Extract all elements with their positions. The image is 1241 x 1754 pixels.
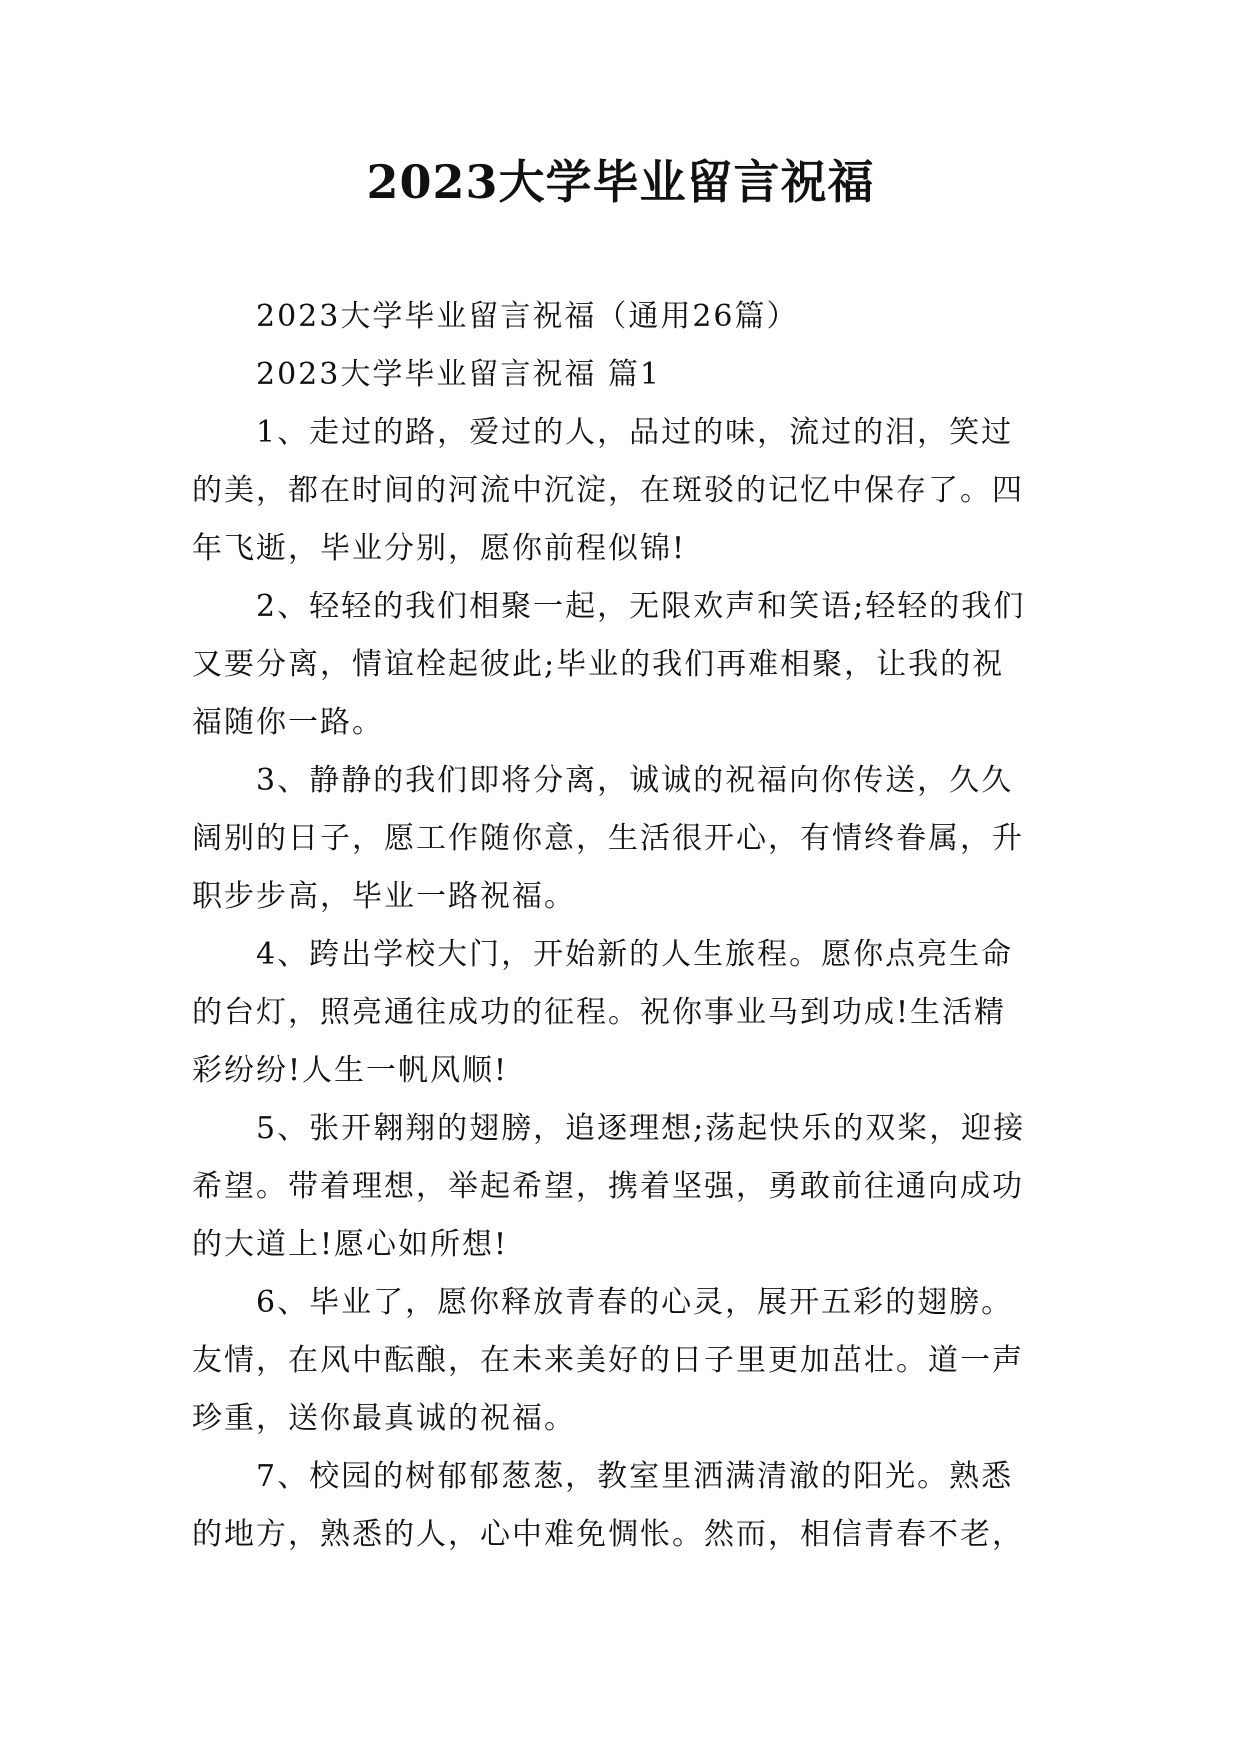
paragraph-1-line-2: 的美，都在时间的河流中沉淀，在斑驳的记忆中保存了。四 bbox=[192, 473, 1024, 508]
paragraph-4-line-3: 彩纷纷!人生一帆风顺! bbox=[192, 1053, 509, 1088]
paragraph-1-line-1: 1、走过的路，爱过的人，品过的味，流过的泪，笑过 bbox=[256, 415, 1014, 450]
paragraph-4-line-2: 的台灯，照亮通往成功的征程。祝你事业马到功成!生活精 bbox=[192, 995, 1007, 1030]
paragraph-3-line-1: 3、静静的我们即将分离，诚诚的祝福向你传送，久久 bbox=[256, 763, 1014, 798]
subtitle-line: 2023大学毕业留言祝福（通用26篇） bbox=[256, 299, 799, 334]
paragraph-6-line-3: 珍重，送你最真诚的祝福。 bbox=[192, 1401, 576, 1436]
paragraph-3-line-2: 阔别的日子，愿工作随你意，生活很开心，有情终眷属，升 bbox=[192, 821, 1024, 856]
paragraph-6-line-2: 友情，在风中酝酿，在未来美好的日子里更加茁壮。道一声 bbox=[192, 1343, 1024, 1378]
document-body bbox=[192, 288, 1054, 1564]
paragraph-3-line-3: 职步步高，毕业一路祝福。 bbox=[192, 879, 576, 914]
paragraph-2-line-3: 福随你一路。 bbox=[192, 705, 384, 740]
paragraph-2-line-2: 又要分离，情谊栓起彼此;毕业的我们再难相聚，让我的祝 bbox=[192, 647, 1005, 682]
paragraph-5-line-3: 的大道上!愿心如所想! bbox=[192, 1227, 509, 1262]
paragraph-7-line-2: 的地方，熟悉的人，心中难免惆怅。然而，相信青春不老， bbox=[192, 1517, 1024, 1552]
document-title: 2023大学毕业留言祝福 bbox=[366, 155, 875, 209]
section-heading: 2023大学毕业留言祝福 篇1 bbox=[256, 357, 661, 392]
paragraph-5-line-1: 5、张开翱翔的翅膀，追逐理想;荡起快乐的双桨，迎接 bbox=[256, 1111, 1026, 1146]
paragraph-6-line-1: 6、毕业了，愿你释放青春的心灵，展开五彩的翅膀。 bbox=[256, 1285, 1014, 1320]
paragraph-7-line-1: 7、校园的树郁郁葱葱，教室里洒满清澈的阳光。熟悉 bbox=[256, 1459, 1014, 1494]
paragraph-1-line-3: 年飞逝，毕业分别，愿你前程似锦! bbox=[192, 531, 687, 566]
paragraph-4-line-1: 4、跨出学校大门，开始新的人生旅程。愿你点亮生命 bbox=[256, 937, 1014, 972]
paragraph-5-line-2: 希望。带着理想，举起希望，携着坚强，勇敢前往通向成功 bbox=[192, 1169, 1024, 1204]
paragraph-2-line-1: 2、轻轻的我们相聚一起，无限欢声和笑语;轻轻的我们 bbox=[256, 589, 1026, 624]
